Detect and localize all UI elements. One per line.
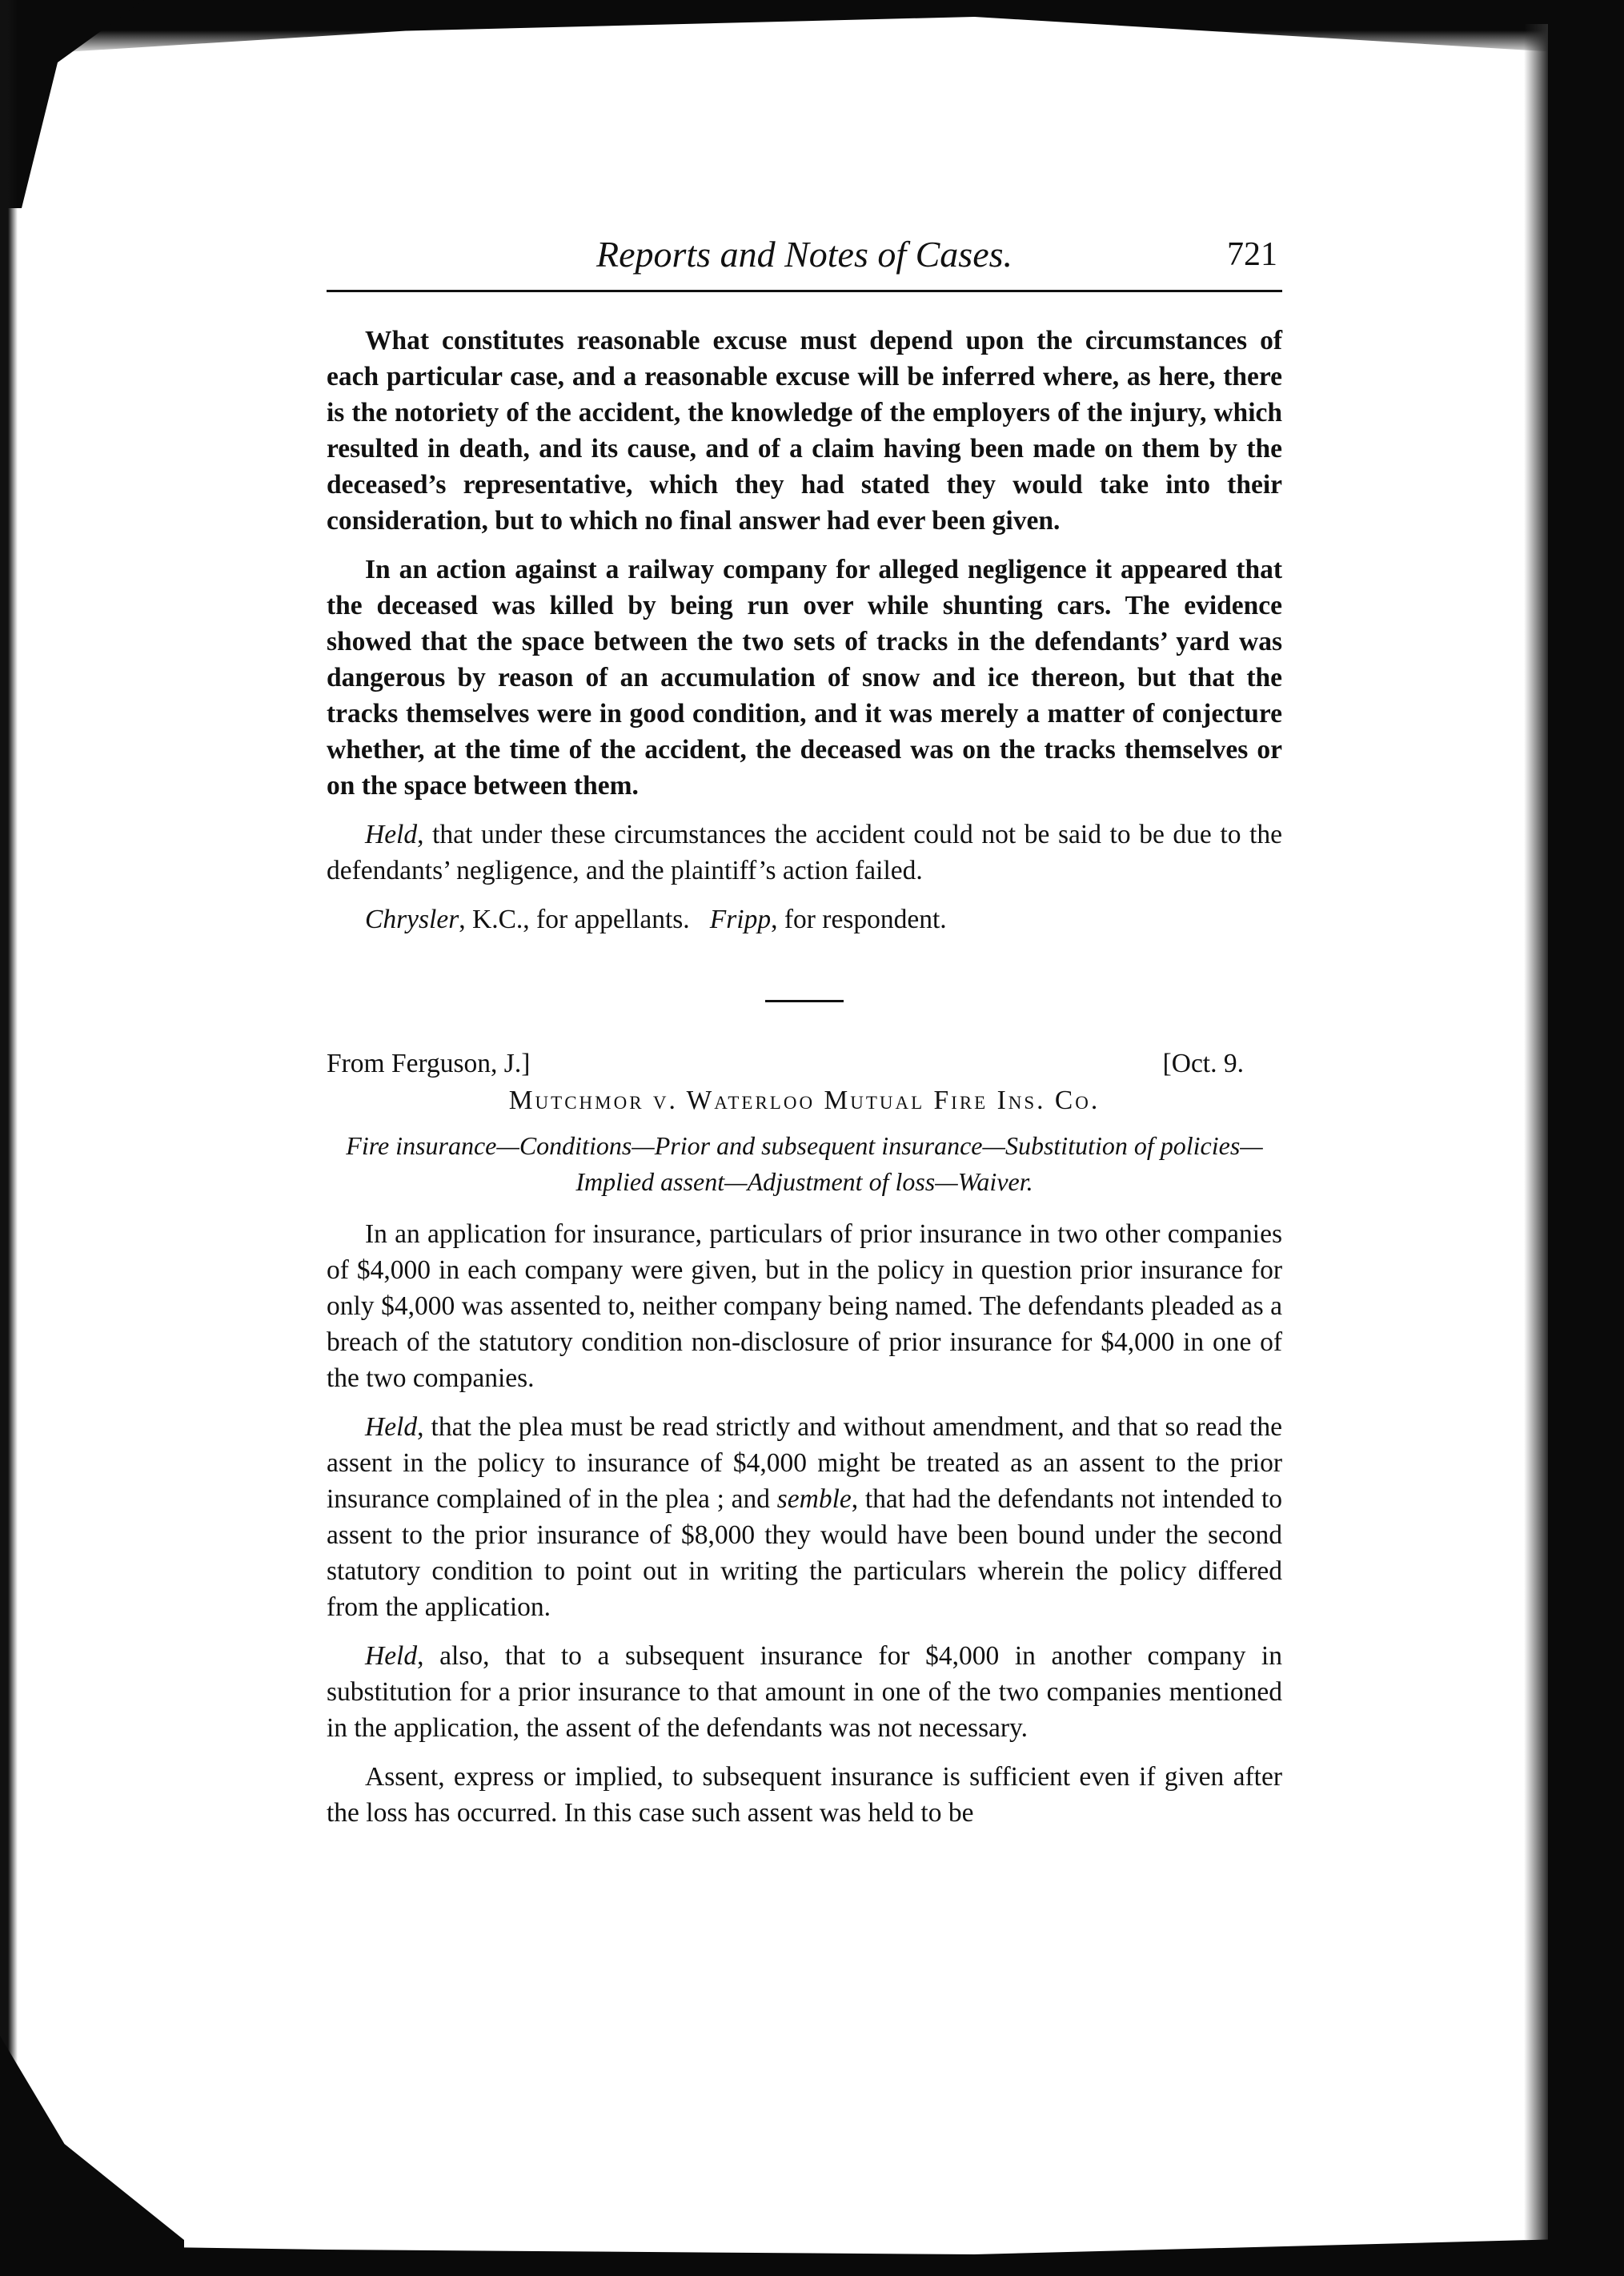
scan-shadow-top [0, 0, 1624, 56]
held-label: Held [365, 1412, 418, 1442]
scan-shadow-right [1548, 0, 1624, 2276]
semble-label: semble [776, 1484, 852, 1514]
running-head-title: Reports and Notes of Cases. [595, 234, 1013, 275]
court-from: From Ferguson, J.] [327, 1049, 531, 1078]
section-divider [765, 1000, 844, 1002]
appellant-text: , K.C., for appellants. [459, 905, 690, 934]
held-label: Held [365, 820, 418, 849]
case-title: Mutchmor v. Waterloo Mutual Fire Ins. Co. [508, 1086, 1101, 1115]
case-two-paragraph-1: In an application for insurance, particulars of prior insurance in two other companies of $4,000 in each company were given, but in the policy in question prior insurance for only $4,000 was assented to, neither company being named. The defendants pleaded as a breach of the statutory condition non-disclosure of prior insurance for $4,000 in one of the two companies. [327, 1219, 1282, 1393]
case-date: [Oct. 9. [1162, 1049, 1244, 1078]
scan-shadow-right-soft [1524, 24, 1548, 2258]
case-two-paragraph-last: Assent, express or implied, to subsequent insurance is sufficient even if given after the loss has occurred. In this case such assent was held to be [327, 1762, 1282, 1828]
header-rule [327, 290, 1282, 292]
counsel-line [327, 901, 1282, 937]
case-two-held-1 [327, 1409, 1282, 1625]
held-label: Held [365, 1641, 418, 1671]
page-number: 721 [1227, 236, 1277, 273]
case-two-held-2 [327, 1638, 1282, 1746]
held-text-b: , that had the defendants not intended to assent to the prior insurance of $8,000 they would have been bound under the second statutory condition to point out in writing the particulars wherein the policy differed from the application. [327, 1484, 1283, 1622]
case-one [327, 323, 1282, 889]
running-head [327, 231, 1282, 290]
appellant-counsel: Chrysler [365, 905, 459, 934]
case-one-held [327, 817, 1282, 889]
respondent-counsel: Fripp [709, 905, 772, 934]
held-text: , also, that to a subsequent insurance for $4,000 in another company in substitution for a prior insurance to that amount in one of the two companies mentioned in the application, the assent of the defendants was not necessary. [327, 1641, 1282, 1743]
court-line [327, 1046, 1282, 1086]
held-text: , that under these circumstances the accident could not be said to be due to the defendants’ negligence, and the plaintiff’s action failed. [327, 820, 1282, 885]
case-one-paragraph-2: In an action against a railway company for alleged negligence it appeared that the deceased was killed by being run over while shunting cars. The evidence showed that the space between the two sets of tracks in the defendants’ yard was dangerous by reason of an accumulation of snow and ice thereon, but that the tracks themselves were in good condition, and it was merely a matter of conjecture whether, at the time of the accident, the deceased was on the tracks themselves or on the space between them. [327, 555, 1282, 801]
scan-shadow-bottom [0, 2228, 1624, 2276]
scan-shadow-left [0, 0, 18, 2276]
page-text-block [327, 231, 1282, 1844]
held-text-a: , that the plea must be read strictly and without amendment, and that so read the assent in the policy to insurance of $4,000 might be treated as an assent to the prior insurance complained of in the plea ; and [327, 1412, 1282, 1514]
scan-shadow-corner-bottom-left [0, 2036, 184, 2276]
respondent-text: , for respondent. [771, 905, 947, 934]
case-one-paragraph-1: What constitutes reasonable excuse must depend upon the circumstances of each particular case, and a reasonable excuse will be inferred where, as here, there is the notoriety of the accident, the knowledge of the employers of the injury, which resulted in death, and its cause, and of a claim having been made on them by the deceased’s representative, which they had stated they would take into their consideration, but to which no final answer had ever been given. [327, 326, 1282, 536]
case-headnote: Fire insurance—Conditions—Prior and subsequent insurance—Substitution of policies—Implied assent—Adjustment of loss—Waiver. [346, 1131, 1263, 1196]
